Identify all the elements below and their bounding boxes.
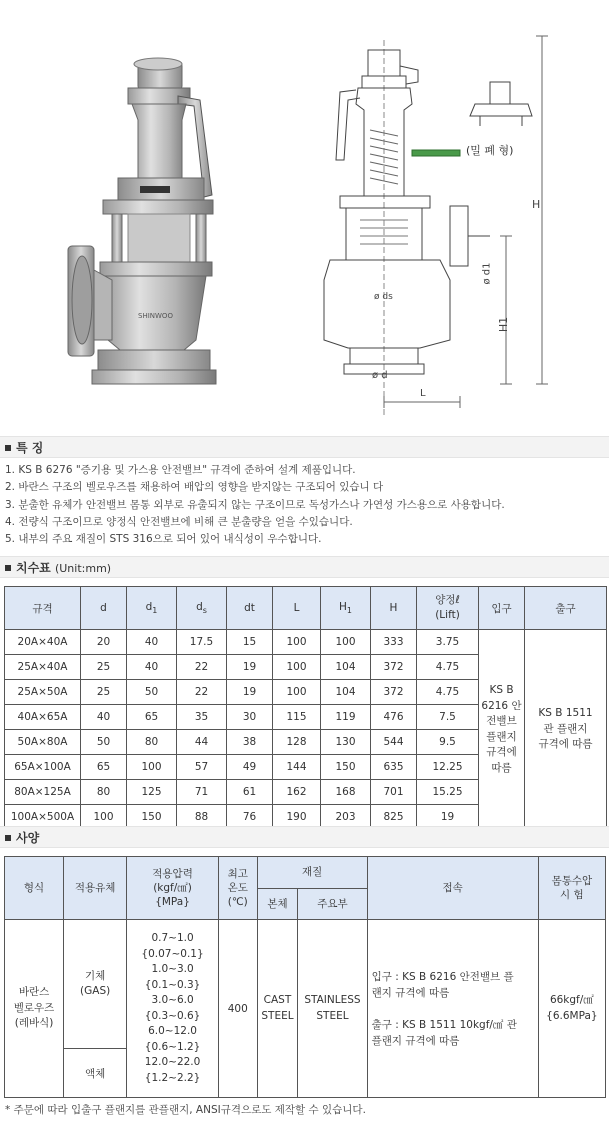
feature-item: 4. 전량식 구조이므로 양정식 안전밸브에 비해 큰 분출량을 얻을 수있습니다. — [5, 515, 353, 528]
drawing-label-closed: (밀 폐 형) — [466, 144, 514, 157]
cell-ds: 17.5 — [177, 630, 227, 655]
cell-ds: 57 — [177, 755, 227, 780]
cell-dt: 19 — [227, 655, 273, 680]
dimensions-header-row — [5, 587, 607, 630]
cell-lift: 19 — [417, 805, 479, 830]
cell-size: 80A×125A — [5, 780, 81, 805]
cell-d1: 65 — [127, 705, 177, 730]
cell-inlet: KS B 6216 안 전밸브 플랜지 규격에 따름 — [479, 630, 525, 830]
features-header — [0, 436, 609, 458]
col-d1: $d_1$ — [127, 587, 177, 630]
cell-lift: 3.75 — [417, 630, 479, 655]
cell-h: 544 — [371, 730, 417, 755]
col-d: d — [81, 587, 127, 630]
cell-h1: 104 — [321, 655, 371, 680]
bullet-square-icon — [5, 445, 11, 451]
cell-d: 25 — [81, 655, 127, 680]
spec-table — [4, 856, 606, 1098]
cell-h1: 104 — [321, 680, 371, 705]
cell-ds: 35 — [177, 705, 227, 730]
cell-d: 65 — [81, 755, 127, 780]
col-h1: $H_1$ — [321, 587, 371, 630]
cell-d1: 125 — [127, 780, 177, 805]
svg-text:SHINWOO: SHINWOO — [138, 312, 173, 320]
drawing-dim-l: L — [420, 388, 426, 399]
cell-connection: 입구 : KS B 6216 안전밸브 플 랜지 규격에 따름 출구 : KS B 1511 10kgf/㎠ 관 플랜지 규격에 따름 — [367, 920, 538, 1098]
valve-photo — [0, 0, 300, 430]
col-dt: dt — [227, 587, 273, 630]
col-main: 주요부 — [298, 888, 367, 920]
cell-l: 190 — [273, 805, 321, 830]
cell-size: 25A×50A — [5, 680, 81, 705]
feature-item: 1. KS B 6276 "증기용 및 가스용 안전밸브" 규격에 준하여 설계 제품입니다. — [5, 464, 356, 476]
spec-title: 사양 — [16, 831, 40, 845]
cell-d1: 80 — [127, 730, 177, 755]
drawing-dim-h: H — [532, 198, 541, 211]
col-pressure: 적용압력 (kgf/㎠) {MPa} — [127, 857, 219, 920]
col-outlet: 출구 — [525, 587, 607, 630]
cell-d1: 150 — [127, 805, 177, 830]
table-row — [5, 920, 606, 1049]
spec-header-row — [5, 857, 606, 889]
cell-fluid-liquid: 액체 — [64, 1049, 127, 1098]
cell-ds: 44 — [177, 730, 227, 755]
col-h: H — [371, 587, 417, 630]
col-inlet: 입구 — [479, 587, 525, 630]
cell-ds: 88 — [177, 805, 227, 830]
cell-ds: 22 — [177, 655, 227, 680]
cell-d: 100 — [81, 805, 127, 830]
col-material: 재질 — [257, 857, 367, 889]
cell-d: 20 — [81, 630, 127, 655]
cell-h: 476 — [371, 705, 417, 730]
drawing-dim-ds: ø ds — [374, 292, 393, 302]
col-body: 본체 — [257, 888, 298, 920]
cell-outlet: KS B 1511 관 플랜지 규격에 따름 — [525, 630, 607, 830]
cell-type: 바란스 벨로우즈 (레바식) — [5, 920, 64, 1098]
cell-d: 50 — [81, 730, 127, 755]
cell-h: 825 — [371, 805, 417, 830]
cell-temp: 400 — [218, 920, 257, 1098]
cell-l: 162 — [273, 780, 321, 805]
cell-l: 100 — [273, 630, 321, 655]
col-ds: $d_s$ — [177, 587, 227, 630]
table-row — [5, 630, 607, 655]
cell-test: 66kgf/㎠ {6.6MPa} — [538, 920, 605, 1098]
cell-l: 144 — [273, 755, 321, 780]
cell-h: 372 — [371, 655, 417, 680]
cell-lift: 7.5 — [417, 705, 479, 730]
drawing-dim-h1: H1 — [497, 316, 511, 333]
footnote: * 주문에 따라 입출구 플랜지를 관플랜지, ANSI규격으로도 제작할 수 있습니다. — [5, 1104, 366, 1116]
cell-pressure: 0.7~1.0 {0.07~0.1} 1.0~3.0 {0.1~0.3} 3.0~6.0 {0.3~0.6} 6.0~12.0 {0.6~1.2} 12.0~22.0 {1.2~2.2} — [127, 920, 219, 1098]
cell-dt: 61 — [227, 780, 273, 805]
cell-d1: 100 — [127, 755, 177, 780]
cell-h: 372 — [371, 680, 417, 705]
cell-size: 50A×80A — [5, 730, 81, 755]
col-test: 몸통수압 시 험 — [538, 857, 605, 920]
dimensions-title: 치수표 — [16, 561, 51, 575]
cell-lift: 4.75 — [417, 680, 479, 705]
cell-dt: 15 — [227, 630, 273, 655]
dimensions-header — [0, 556, 609, 578]
cell-l: 115 — [273, 705, 321, 730]
cell-body-material: CAST STEEL — [257, 920, 298, 1098]
cell-h: 701 — [371, 780, 417, 805]
feature-item: 2. 바란스 구조의 벨로우즈를 채용하여 배압의 영향을 받지않는 구조되어 있습니 다 — [5, 481, 384, 494]
cell-size: 25A×40A — [5, 655, 81, 680]
bullet-square-icon — [5, 565, 11, 571]
cell-d1: 40 — [127, 630, 177, 655]
cell-h1: 150 — [321, 755, 371, 780]
features-list — [5, 462, 605, 548]
col-connection: 접속 — [367, 857, 538, 920]
cell-dt: 49 — [227, 755, 273, 780]
cell-ds: 71 — [177, 780, 227, 805]
cell-l: 100 — [273, 655, 321, 680]
col-l: L — [273, 587, 321, 630]
cell-d1: 50 — [127, 680, 177, 705]
cell-h1: 130 — [321, 730, 371, 755]
col-lift: 양정ℓ (Lift) — [417, 587, 479, 630]
col-size: 규격 — [5, 587, 81, 630]
cell-dt: 38 — [227, 730, 273, 755]
col-temp: 최고 온도 (℃) — [218, 857, 257, 920]
cell-ds: 22 — [177, 680, 227, 705]
spec-header — [0, 826, 609, 848]
col-fluid: 적용유체 — [64, 857, 127, 920]
cell-fluid-gas: 기체 (GAS) — [64, 920, 127, 1049]
features-title: 특 징 — [16, 441, 44, 455]
cell-d: 80 — [81, 780, 127, 805]
cell-lift: 15.25 — [417, 780, 479, 805]
cell-d: 40 — [81, 705, 127, 730]
cell-dt: 30 — [227, 705, 273, 730]
cell-h1: 100 — [321, 630, 371, 655]
valve-drawing — [300, 0, 609, 430]
dimensions-table — [4, 586, 607, 830]
cell-lift: 12.25 — [417, 755, 479, 780]
feature-item: 5. 내부의 주요 재질이 STS 316으로 되어 있어 내식성이 우수합니다. — [5, 533, 322, 546]
cell-main-material: STAINLESS STEEL — [298, 920, 367, 1098]
cell-size: 65A×100A — [5, 755, 81, 780]
cell-size: 40A×65A — [5, 705, 81, 730]
cell-l: 128 — [273, 730, 321, 755]
cell-size: 20A×40A — [5, 630, 81, 655]
cell-h1: 168 — [321, 780, 371, 805]
cell-lift: 9.5 — [417, 730, 479, 755]
cell-h: 333 — [371, 630, 417, 655]
feature-item: 3. 분출한 유체가 안전밸브 몸통 외부로 유출되지 않는 구조이므로 독성가스나 가연성 가스용으로 사용합니다. — [5, 498, 505, 511]
cell-size: 100A×500A — [5, 805, 81, 830]
cell-l: 100 — [273, 680, 321, 705]
cell-dt: 19 — [227, 680, 273, 705]
cell-h1: 119 — [321, 705, 371, 730]
cell-d: 25 — [81, 680, 127, 705]
drawing-dim-d1: ø d1 — [481, 262, 493, 285]
cell-lift: 4.75 — [417, 655, 479, 680]
drawing-dim-d: ø d — [372, 370, 388, 381]
cell-h1: 203 — [321, 805, 371, 830]
dimensions-unit: (Unit:mm) — [54, 562, 112, 575]
bullet-square-icon — [5, 835, 11, 841]
cell-d1: 40 — [127, 655, 177, 680]
cell-h: 635 — [371, 755, 417, 780]
col-type: 형식 — [5, 857, 64, 920]
cell-dt: 76 — [227, 805, 273, 830]
